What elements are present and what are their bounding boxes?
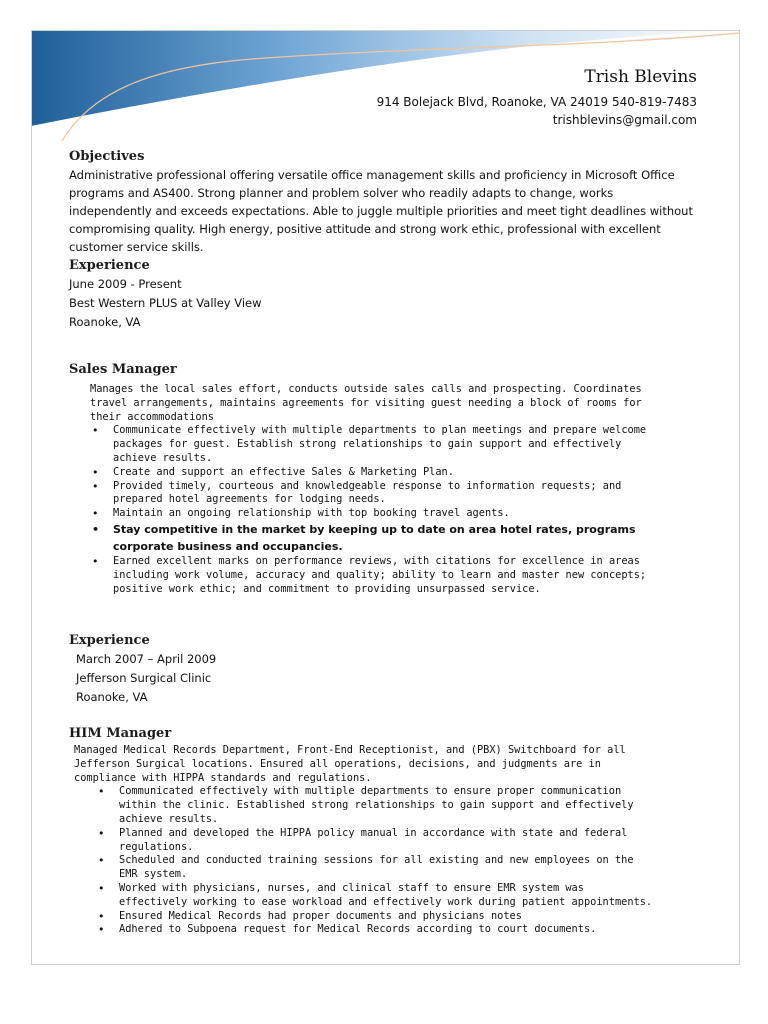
contact-email: trishblevins@gmail.com — [552, 113, 697, 127]
experience-employer-2: Jefferson Surgical Clinic — [76, 671, 212, 685]
experience-dates-1: June 2009 - Present — [69, 277, 182, 291]
list-item: • Adhered to Subpoena request for Medical Records according to court documents. — [96, 923, 656, 937]
resume-page — [31, 30, 740, 965]
objectives-text: Administrative professional offering versatile office management skills and proficiency in Microsoft Office programs and AS400. Strong planner and problem solver who readily adapts to change, works independently and exceeds expectations. Able to juggle multiple priorities and meet tight deadlines without compromising quality. High energy, positive attitude and strong work ethic, professional with excellent customer service skills. — [69, 168, 693, 254]
experience-location-2: Roanoke, VA — [76, 690, 148, 704]
list-item: • Create and support an effective Sales & Marketing Plan. — [90, 466, 650, 480]
job-section-1 — [69, 362, 650, 596]
candidate-name: Trish Blevins — [584, 67, 697, 87]
contact-address-phone: 914 Bolejack Blvd, Roanoke, VA 24019 540-819-7483 — [376, 95, 697, 109]
job-title-2: HIM Manager — [69, 726, 172, 741]
experience-employer-1: Best Western PLUS at Valley View — [69, 296, 262, 310]
job-summary-2: Managed Medical Records Department, Front-End Receptionist, and (PBX) Switchboard for all Jefferson Surgical locations. Ensured all operations, decisions, and judgments are in compliance with HIPPA standards and regulations. — [74, 744, 626, 784]
job-summary-1: Manages the local sales effort, conducts outside sales calls and prospecting. Coordinates travel arrangements, maintains agreements for visiting guest needing a block of rooms for their accommodations — [90, 383, 642, 423]
job-bullets-2 — [96, 785, 656, 937]
experience-dates-2: March 2007 – April 2009 — [76, 652, 217, 666]
experience-heading-2: Experience — [69, 633, 150, 648]
objectives-section — [69, 149, 699, 256]
experience-section-1 — [69, 258, 262, 332]
job-section-2 — [69, 726, 656, 937]
list-item: • Ensured Medical Records had proper documents and physicians notes — [96, 910, 656, 924]
list-item: • Provided timely, courteous and knowledgeable response to information requests; and prepared hotel agreements for lodging needs. — [90, 480, 650, 508]
list-item: • Earned excellent marks on performance reviews, with citations for excellence in areas including work volume, accuracy and quality; ability to learn and master new concepts; positive work ethic; and commitment to providing unsurpassed service. — [90, 555, 650, 596]
experience-location-1: Roanoke, VA — [69, 315, 141, 329]
list-item: • Planned and developed the HIPPA policy manual in accordance with state and federal regulations. — [96, 827, 656, 855]
list-item: • Worked with physicians, nurses, and clinical staff to ensure EMR system was effectively working to ease workload and effectively work during patient appointments. — [96, 882, 656, 910]
list-item: • Stay competitive in the market by keeping up to date on area hotel rates, programs corporate business and occupancies. — [90, 521, 650, 555]
job-title-1: Sales Manager — [69, 362, 177, 377]
list-item: • Maintain an ongoing relationship with top booking travel agents. — [90, 507, 650, 521]
contact-block — [377, 93, 697, 129]
experience-heading-1: Experience — [69, 258, 150, 273]
list-item: • Communicated effectively with multiple departments to ensure proper communication within the clinic. Established strong relationships to gain support and effectively achieve results. — [96, 785, 656, 826]
list-item: • Communicate effectively with multiple departments to plan meetings and prepare welcome packages for guest. Establish strong relationships to gain support and effectively achieve results. — [90, 424, 650, 465]
objectives-heading: Objectives — [69, 149, 145, 164]
list-item: • Scheduled and conducted training sessions for all existing and new employees on the EMR system. — [96, 854, 656, 882]
experience-section-2 — [69, 633, 216, 707]
job-bullets-1 — [90, 424, 650, 596]
